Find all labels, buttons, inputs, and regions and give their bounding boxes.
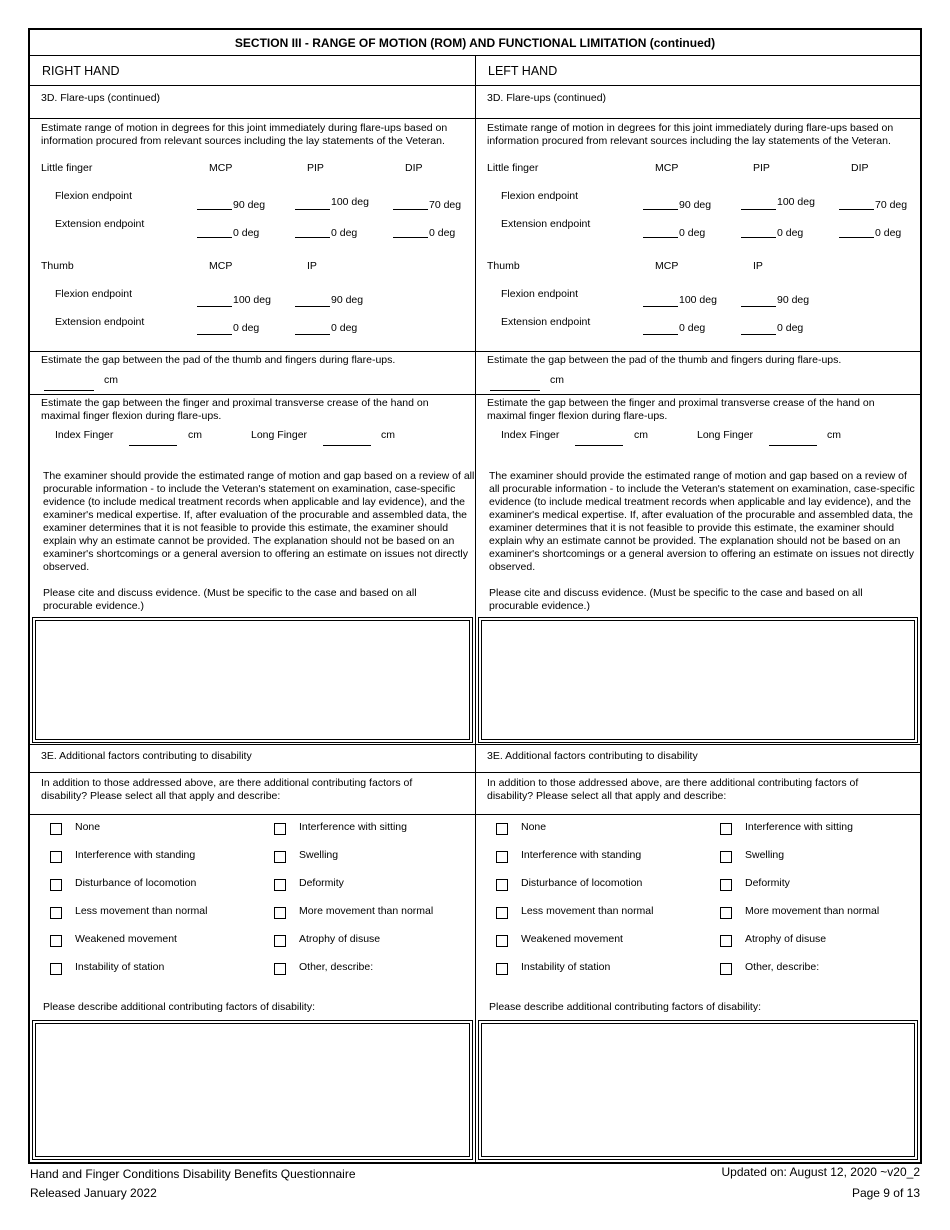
little-finger-flexion-value-1: 100 deg: [777, 196, 815, 208]
thumb-extension-blank-1[interactable]: [295, 334, 330, 335]
factor-checkbox[interactable]: [50, 963, 62, 975]
thumb-flexion-blank-0[interactable]: [643, 306, 678, 307]
thumb-gap-label: Estimate the gap between the pad of the thumb and fingers during flare-ups.: [41, 354, 396, 366]
evidence-text-box[interactable]: [35, 620, 470, 740]
factor-label: Interference with standing: [75, 849, 196, 861]
flareups-heading: 3D. Flare-ups (continued): [487, 92, 607, 104]
examiner-note: The examiner should provide the estimated range of motion and gap based on a review of all procurable information - to include the Veteran's statement on examination, case-specific evidence (to include medical treatment records when applicable and lay evidence), and the examiner's medical expertise. If, after evaluation of the procurable and assembled data, the examiner determines that it is not feasible to provide this estimate, the examiner should explain why an estimate cannot be provided. The explanation should not be based on an examiner's shortcomings or a general aversion to offering an estimate on issues not directly observed.: [489, 470, 915, 573]
cite-prompt: Please cite and discuss evidence. (Must be specific to the case and based on all procurable evidence.): [489, 587, 863, 612]
thumb-flexion-label: Flexion endpoint: [55, 288, 133, 300]
thumb-extension-value-1: 0 deg: [331, 322, 358, 334]
little-finger-flexion-blank-1[interactable]: [741, 209, 776, 210]
factor-checkbox[interactable]: [720, 935, 732, 947]
factor-label: More movement than normal: [299, 905, 434, 917]
thumb-flexion-label: Flexion endpoint: [501, 288, 579, 300]
factor-checkbox[interactable]: [720, 851, 732, 863]
footer-form-name: Hand and Finger Conditions Disability Benefits Questionnaire: [30, 1167, 356, 1181]
long-finger-blank[interactable]: [769, 445, 817, 446]
little-finger-joint-1: PIP: [307, 162, 324, 174]
factor-checkbox[interactable]: [50, 907, 62, 919]
little-finger-flexion-value-0: 90 deg: [679, 199, 712, 211]
row-divider: [30, 85, 475, 86]
describe-text-box[interactable]: [481, 1023, 915, 1157]
factor-label: None: [75, 821, 101, 833]
hand-side-label: RIGHT HAND: [42, 64, 120, 78]
row-divider: [30, 351, 475, 352]
factor-checkbox[interactable]: [720, 879, 732, 891]
flareups-heading: 3D. Flare-ups (continued): [41, 92, 161, 104]
factor-label: More movement than normal: [745, 905, 880, 917]
little-finger-flexion-blank-2[interactable]: [393, 209, 428, 210]
factor-label: Interference with sitting: [299, 821, 407, 833]
index-finger-unit: cm: [634, 429, 648, 441]
long-finger-blank[interactable]: [323, 445, 371, 446]
little-finger-extension-blank-2[interactable]: [839, 237, 874, 238]
factor-label: None: [521, 821, 547, 833]
thumb-gap-blank[interactable]: [490, 390, 540, 391]
thumb-joint-1: IP: [307, 260, 317, 272]
thumb-extension-value-1: 0 deg: [777, 322, 804, 334]
cite-prompt: Please cite and discuss evidence. (Must be specific to the case and based on all procurable evidence.): [43, 587, 417, 612]
little-finger-joint-1: PIP: [753, 162, 770, 174]
little-finger-extension-value-0: 0 deg: [679, 227, 706, 239]
little-finger-extension-blank-0[interactable]: [197, 237, 232, 238]
additional-factors-heading: 3E. Additional factors contributing to disability: [41, 750, 252, 762]
little-finger-joint-2: DIP: [851, 162, 869, 174]
factor-label: Interference with sitting: [745, 821, 853, 833]
thumb-label: Thumb: [487, 260, 520, 272]
row-divider: [476, 118, 920, 119]
thumb-joint-1: IP: [753, 260, 763, 272]
thumb-flexion-blank-1[interactable]: [295, 306, 330, 307]
thumb-gap-blank[interactable]: [44, 390, 94, 391]
factor-checkbox[interactable]: [274, 851, 286, 863]
thumb-extension-value-0: 0 deg: [233, 322, 260, 334]
thumb-flexion-value-0: 100 deg: [679, 294, 717, 306]
factor-label: Swelling: [299, 849, 339, 861]
factor-checkbox[interactable]: [274, 963, 286, 975]
index-finger-label: Index Finger: [55, 429, 114, 441]
factor-label: Weakened movement: [75, 933, 177, 945]
examiner-note: The examiner should provide the estimated range of motion and gap based on a review of all procurable information - to include the Veteran's statement on examination, case-specific evidence (to include medical treatment records when applicable and lay evidence), and the examiner's medical expertise. If, after evaluation of the procurable and assembled data, the examiner determines that it is not feasible to provide this estimate, the examiner should explain why an estimate cannot be provided. The explanation should not be based on an examiner's shortcomings or a general aversion to offering an estimate on issues not directly observed.: [43, 470, 475, 573]
section-title: SECTION III - RANGE OF MOTION (ROM) AND FUNCTIONAL LIMITATION (continued): [30, 30, 920, 56]
right-hand-column: [30, 56, 476, 1162]
additional-factors-question: In addition to those addressed above, are there additional contributing factors of disability? Please select all that apply and describe:: [487, 777, 859, 802]
little-finger-extension-blank-2[interactable]: [393, 237, 428, 238]
little-finger-joint-0: MCP: [655, 162, 679, 174]
thumb-flexion-value-1: 90 deg: [777, 294, 810, 306]
extension-endpoint-label: Extension endpoint: [55, 218, 145, 230]
little-finger-flexion-value-2: 70 deg: [429, 199, 462, 211]
factor-label: Less movement than normal: [521, 905, 654, 917]
crease-gap-label: Estimate the gap between the finger and proximal transverse crease of the hand on maximal finger flexion during flare-ups.: [41, 397, 429, 422]
additional-factors-heading: 3E. Additional factors contributing to disability: [487, 750, 698, 762]
flexion-endpoint-label: Flexion endpoint: [501, 190, 579, 202]
factor-label: Other, describe:: [745, 961, 820, 973]
factor-label: Deformity: [745, 877, 790, 889]
little-finger-extension-value-1: 0 deg: [777, 227, 804, 239]
factor-checkbox[interactable]: [496, 963, 508, 975]
footer-page-number: Page 9 of 13: [851, 1186, 920, 1200]
little-finger-extension-value-2: 0 deg: [875, 227, 902, 239]
thumb-extension-label: Extension endpoint: [501, 316, 591, 328]
factor-checkbox[interactable]: [274, 935, 286, 947]
row-divider: [30, 814, 475, 815]
index-finger-unit: cm: [188, 429, 202, 441]
estimate-intro: Estimate range of motion in degrees for this joint immediately during flare-ups based on information procured from relevant sources including the lay statements of the Veteran.: [41, 122, 448, 147]
row-divider: [476, 394, 920, 395]
factor-checkbox[interactable]: [274, 907, 286, 919]
flexion-endpoint-label: Flexion endpoint: [55, 190, 133, 202]
extension-endpoint-label: Extension endpoint: [501, 218, 591, 230]
thumb-flexion-value-0: 100 deg: [233, 294, 271, 306]
index-finger-label: Index Finger: [501, 429, 560, 441]
little-finger-flexion-value-0: 90 deg: [233, 199, 266, 211]
long-finger-label: Long Finger: [251, 429, 308, 441]
little-finger-flexion-blank-0[interactable]: [643, 209, 678, 210]
left-hand-column: [476, 56, 920, 1162]
factor-checkbox[interactable]: [720, 963, 732, 975]
index-finger-blank[interactable]: [129, 445, 177, 446]
factor-checkbox[interactable]: [496, 935, 508, 947]
factor-checkbox[interactable]: [720, 823, 732, 835]
factor-label: Disturbance of locomotion: [521, 877, 643, 889]
factor-checkbox[interactable]: [720, 907, 732, 919]
thumb-extension-blank-0[interactable]: [643, 334, 678, 335]
factor-checkbox[interactable]: [496, 907, 508, 919]
row-divider: [30, 394, 475, 395]
little-finger-label: Little finger: [487, 162, 539, 174]
little-finger-joint-2: DIP: [405, 162, 423, 174]
little-finger-joint-0: MCP: [209, 162, 233, 174]
factor-label: Disturbance of locomotion: [75, 877, 197, 889]
index-finger-blank[interactable]: [575, 445, 623, 446]
little-finger-extension-value-1: 0 deg: [331, 227, 358, 239]
factor-label: Swelling: [745, 849, 785, 861]
thumb-joint-0: MCP: [209, 260, 233, 272]
thumb-extension-value-0: 0 deg: [679, 322, 706, 334]
factor-label: Atrophy of disuse: [745, 933, 827, 945]
thumb-gap-label: Estimate the gap between the pad of the thumb and fingers during flare-ups.: [487, 354, 842, 366]
little-finger-flexion-value-1: 100 deg: [331, 196, 369, 208]
factor-checkbox[interactable]: [50, 935, 62, 947]
little-finger-extension-blank-1[interactable]: [741, 237, 776, 238]
footer-updated: Updated on: August 12, 2020 ~v20_2: [721, 1165, 920, 1179]
little-finger-extension-blank-0[interactable]: [643, 237, 678, 238]
little-finger-flexion-value-2: 70 deg: [875, 199, 908, 211]
thumb-gap-unit: cm: [104, 374, 118, 386]
factor-label: Weakened movement: [521, 933, 623, 945]
little-finger-extension-blank-1[interactable]: [295, 237, 330, 238]
factor-label: Deformity: [299, 877, 344, 889]
row-divider: [476, 351, 920, 352]
long-finger-unit: cm: [381, 429, 395, 441]
row-divider: [476, 772, 920, 773]
factor-checkbox[interactable]: [50, 823, 62, 835]
row-divider: [30, 744, 475, 745]
factor-label: Less movement than normal: [75, 905, 208, 917]
row-divider: [476, 85, 920, 86]
thumb-extension-blank-1[interactable]: [741, 334, 776, 335]
thumb-gap-unit: cm: [550, 374, 564, 386]
crease-gap-label: Estimate the gap between the finger and proximal transverse crease of the hand on maximal finger flexion during flare-ups.: [487, 397, 875, 422]
little-finger-flexion-blank-2[interactable]: [839, 209, 874, 210]
thumb-label: Thumb: [41, 260, 74, 272]
thumb-flexion-blank-1[interactable]: [741, 306, 776, 307]
describe-prompt: Please describe additional contributing factors of disability:: [489, 1001, 761, 1013]
additional-factors-question: In addition to those addressed above, are there additional contributing factors of disability? Please select all that apply and describe:: [41, 777, 413, 802]
row-divider: [30, 772, 475, 773]
factor-checkbox[interactable]: [274, 823, 286, 835]
factor-checkbox[interactable]: [274, 879, 286, 891]
factor-checkbox[interactable]: [496, 823, 508, 835]
row-divider: [30, 118, 475, 119]
factor-label: Instability of station: [521, 961, 611, 973]
little-finger-flexion-blank-1[interactable]: [295, 209, 330, 210]
little-finger-extension-value-2: 0 deg: [429, 227, 456, 239]
thumb-extension-label: Extension endpoint: [55, 316, 145, 328]
little-finger-extension-value-0: 0 deg: [233, 227, 260, 239]
estimate-intro: Estimate range of motion in degrees for this joint immediately during flare-ups based on information procured from relevant sources including the lay statements of the Veteran.: [487, 122, 894, 147]
describe-prompt: Please describe additional contributing factors of disability:: [43, 1001, 315, 1013]
factor-checkbox[interactable]: [496, 851, 508, 863]
factor-label: Interference with standing: [521, 849, 642, 861]
thumb-extension-blank-0[interactable]: [197, 334, 232, 335]
little-finger-label: Little finger: [41, 162, 93, 174]
little-finger-flexion-blank-0[interactable]: [197, 209, 232, 210]
row-divider: [476, 814, 920, 815]
factor-label: Atrophy of disuse: [299, 933, 381, 945]
factor-checkbox[interactable]: [50, 851, 62, 863]
long-finger-label: Long Finger: [697, 429, 754, 441]
factor-label: Other, describe:: [299, 961, 374, 973]
thumb-flexion-blank-0[interactable]: [197, 306, 232, 307]
factor-label: Instability of station: [75, 961, 165, 973]
describe-text-box[interactable]: [35, 1023, 470, 1157]
evidence-text-box[interactable]: [481, 620, 915, 740]
long-finger-unit: cm: [827, 429, 841, 441]
questionnaire-form: [28, 28, 922, 1164]
factor-checkbox[interactable]: [496, 879, 508, 891]
thumb-joint-0: MCP: [655, 260, 679, 272]
thumb-flexion-value-1: 90 deg: [331, 294, 364, 306]
footer-released: Released January 2022: [30, 1186, 157, 1200]
factor-checkbox[interactable]: [50, 879, 62, 891]
row-divider: [476, 744, 920, 745]
hand-side-label: LEFT HAND: [488, 64, 558, 78]
